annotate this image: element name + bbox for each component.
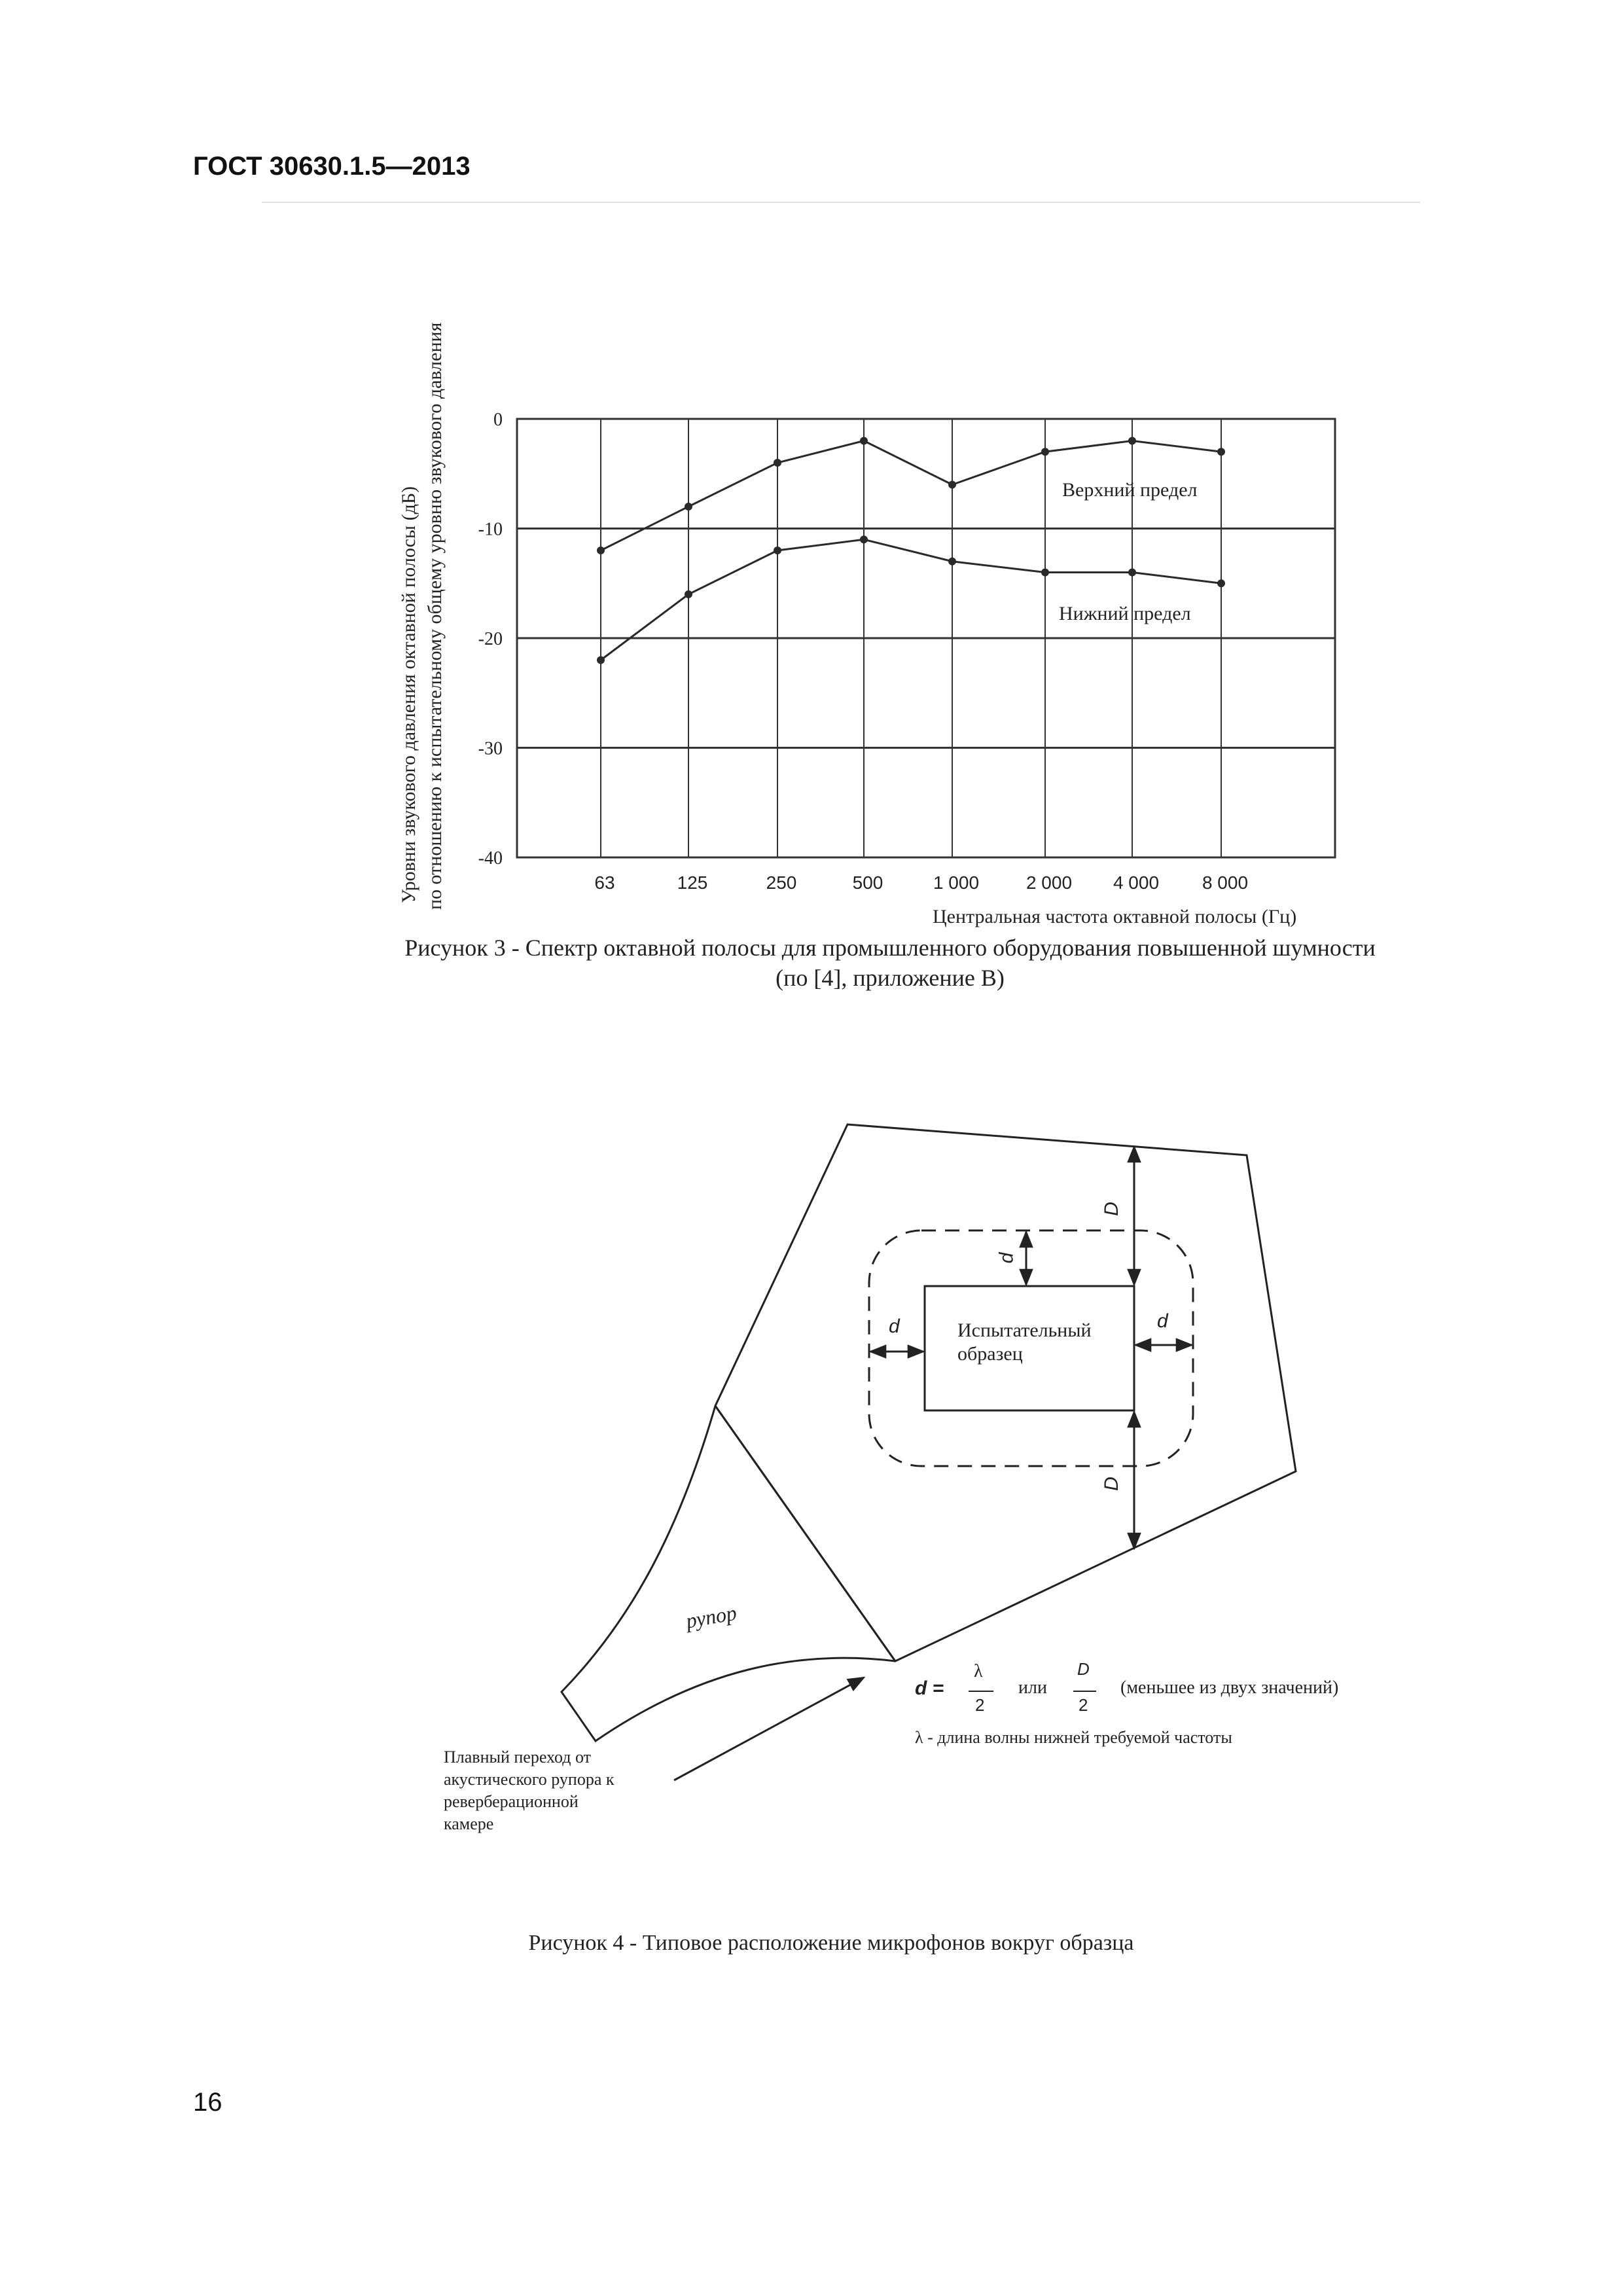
figure4-caption: Рисунок 4 - Типовое расположение микрофонов вокруг образца [528, 1931, 1134, 1955]
x-axis-label: Центральная частота октавной полосы (Гц) [933, 906, 1297, 927]
formula-denominator-2: 2 [1079, 1695, 1088, 1715]
horn-outline [562, 1406, 895, 1741]
formula-note: (меньшее из двух значений) [1120, 1677, 1339, 1698]
specimen-label [957, 1319, 1092, 1366]
y-tick-label: -40 [478, 848, 503, 869]
label-d-right: d [1157, 1310, 1168, 1332]
transition-label [444, 1746, 615, 1835]
x-tick-label: 2 000 [1026, 872, 1073, 893]
x-tick-label: 250 [766, 872, 797, 893]
x-tick-label: 500 [852, 872, 883, 893]
label-D-top: D [1100, 1202, 1122, 1216]
x-tick-label: 1 000 [933, 872, 980, 893]
label-D-bottom: D [1100, 1477, 1122, 1491]
x-tick-label: 125 [677, 872, 708, 893]
chamber-outline [715, 1124, 1296, 1661]
page-number: 16 [193, 2088, 223, 2117]
figure3-caption-line1: Рисунок 3 - Спектр октавной полосы для промышленного оборудования повышенной шумности [404, 935, 1376, 961]
specimen-label-line1: Испытательный [957, 1319, 1092, 1341]
lambda-note: λ - длина волны нижней требуемой частоты [915, 1728, 1232, 1747]
horn-label: рупор [684, 1600, 739, 1633]
formula-or: или [1018, 1677, 1047, 1698]
transition-label-line3: реверберационной [444, 1792, 579, 1811]
y-tick-label: 0 [493, 410, 503, 430]
y-tick-label: -20 [478, 629, 503, 649]
label-d-left: d [889, 1316, 900, 1337]
transition-label-line2: акустического рупора к [444, 1770, 615, 1789]
x-tick-label: 63 [594, 872, 615, 893]
formula-d-equals: d = [915, 1677, 944, 1699]
y-axis-label-line1: Уровни звукового давления октавной полосы (дБ) [398, 486, 419, 903]
transition-label-line4: камере [444, 1814, 494, 1833]
horn-junction-line [715, 1406, 895, 1661]
y-tick-label: -30 [478, 738, 503, 759]
upper-limit-label: Верхний предел [1062, 479, 1198, 501]
x-tick-label: 4 000 [1113, 872, 1160, 893]
formula-lambda: λ [974, 1661, 983, 1681]
document-header: ГОСТ 30630.1.5—2013 [193, 152, 471, 181]
y-tick-label: -10 [478, 519, 503, 540]
y-axis-label-line2: по отношению к испытательному общему уровню звукового давления [424, 322, 446, 910]
transition-label-line1: Плавный переход от [444, 1748, 592, 1767]
lower-limit-label: Нижний предел [1059, 603, 1191, 624]
formula-denominator-1: 2 [975, 1695, 985, 1715]
specimen-label-line2: образец [957, 1343, 1023, 1365]
formula-D: D [1077, 1659, 1090, 1679]
x-tick-label: 8 000 [1202, 872, 1249, 893]
transition-arrow [674, 1677, 864, 1780]
figure3-caption-line2: (по [4], приложение В) [776, 965, 1005, 991]
label-d-top: d [995, 1252, 1018, 1264]
